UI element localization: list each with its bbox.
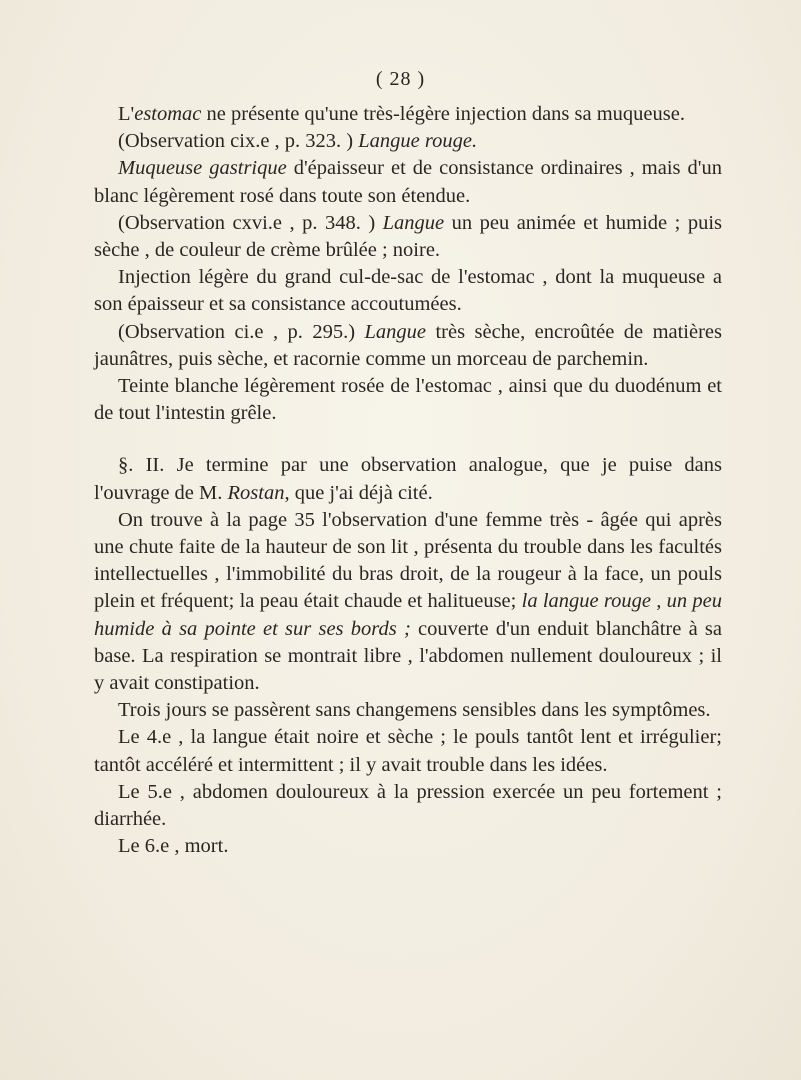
text-segment: Le 6.e , mort. xyxy=(118,835,229,858)
paragraph-teinte-blanche xyxy=(94,373,722,427)
text-segment: ne présente qu'une très-légère injection dans sa muqueuse. xyxy=(201,103,685,125)
paragraph-le-6e xyxy=(94,833,722,860)
text-segment-italic: Langue xyxy=(364,320,427,343)
paragraph-muqueuse-gastrique xyxy=(94,155,722,209)
paragraph-trois-jours xyxy=(94,697,722,724)
text-segment: Trois jours se passèrent sans changemens sensibles dans les symptômes. xyxy=(118,699,711,722)
text-segment: Le 4.e , la langue était noire et sèche ; le pouls tantôt lent et irrégulier; tantôt accéléré et intermittent ; il y avait trouble dans les idées. xyxy=(94,726,722,776)
text-segment: (Observation ci.e , p. 295.) xyxy=(118,320,365,343)
page-number: ( 28 ) xyxy=(375,68,426,90)
paragraph-observation-ci xyxy=(94,319,722,373)
text-segment: Le 5.e , abdomen douloureux à la pression exercée un peu fortement ; diarrhée. xyxy=(94,780,722,831)
text-segment: couverte d'un enduit blanchâtre à sa base. La respiration se montrait libre , l'abdomen nullement douloureux ; il y avait constipation. xyxy=(94,617,722,695)
text-segment: §. II. Je termine par une observation analogue, que je puise dans l'ouvrage de M. xyxy=(94,454,722,504)
paragraph-observation-cxvi xyxy=(94,210,722,264)
text-segment: L' xyxy=(118,103,135,125)
text-segment-italic: la langue rouge , un peu humide à sa pointe et sur ses bords ; xyxy=(94,590,722,640)
text-segment-italic: Langue rouge. xyxy=(358,130,478,153)
text-segment: (Observation cix.e , p. 323. ) xyxy=(118,130,359,153)
paragraph-section-ii xyxy=(94,452,722,506)
paragraph-observation-cix xyxy=(94,128,722,155)
paragraph-le-4e xyxy=(94,724,722,778)
text-segment: Injection légère du grand cul-de-sac de l'estomac , dont la muqueuse a son épaisseur et sa consistance accoutumées. xyxy=(94,266,722,316)
text-segment-italic: Rostan xyxy=(227,481,285,504)
paragraph-stomach-injection xyxy=(94,101,722,128)
text-segment: , que j'ai déjà cité. xyxy=(284,481,433,504)
text-segment: d'épaisseur et de consistance ordinaires , mais d'un blanc légèrement rosé dans toute son étendue. xyxy=(94,157,722,207)
body-text xyxy=(94,101,722,860)
text-segment: Teinte blanche légèrement rosée de l'estomac , ainsi que du duodénum et de tout l'intestin grêle. xyxy=(94,375,722,425)
paragraph-injection-legere xyxy=(94,264,722,318)
text-segment: (Observation cxvi.e , p. 348. ) xyxy=(118,211,383,234)
text-segment: un peu animée et humide ; puis sèche , de couleur de crème brûlée ; noire. xyxy=(94,211,722,262)
text-segment: On trouve à la page 35 l'observation d'une femme très - âgée qui après une chute faite de la hauteur de son lit , présenta du trouble dans les facultés intellectuelles , l'immobilité du bras droit, de la rougeur à la face, un pouls plein et fréquent; la peau était chaude et halitueuse; xyxy=(94,508,722,613)
paragraph-le-5e xyxy=(94,779,722,833)
text-segment: très sèche, encroûtée de matières jaunâtres, puis sèche, et racornie comme un morceau de parchemin. xyxy=(94,320,723,370)
text-segment-italic: estomac xyxy=(134,103,202,125)
text-segment-italic: Langue xyxy=(382,211,445,234)
text-segment-italic: Muqueuse gastrique xyxy=(118,157,287,180)
paragraph-page-35-observation xyxy=(94,507,722,697)
